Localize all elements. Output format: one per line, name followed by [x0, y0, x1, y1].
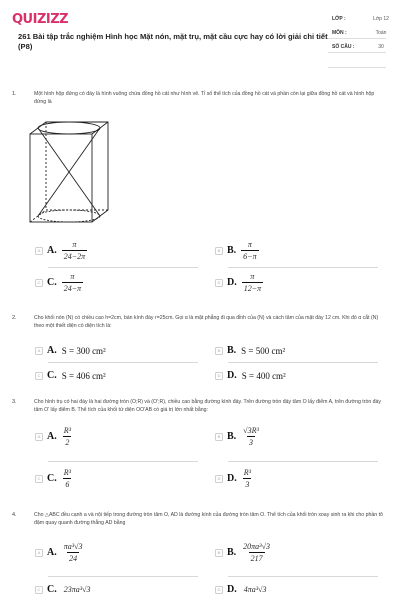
fraction-denominator: 2 — [65, 438, 70, 447]
option-letter: A. — [47, 431, 57, 442]
option-2-d[interactable] — [215, 370, 286, 381]
option-fraction — [62, 426, 73, 447]
option-letter: B. — [227, 547, 237, 558]
option-checkbox[interactable]: C — [35, 475, 43, 483]
option-checkbox[interactable]: B — [215, 549, 223, 557]
option-fraction — [62, 240, 87, 261]
question-number: 2. — [12, 315, 17, 321]
fraction-numerator: 23πa³√3 — [63, 584, 91, 594]
fraction-numerator: √3R³ — [243, 426, 259, 435]
option-divider — [228, 362, 378, 363]
option-1-d[interactable] — [215, 272, 263, 293]
hourglass-box-figure — [28, 120, 110, 226]
option-letter: B. — [227, 431, 237, 442]
option-letter: C. — [47, 473, 57, 484]
option-checkbox[interactable]: D — [215, 372, 223, 380]
option-expression: S = 400 cm² — [241, 370, 286, 381]
fraction-denominator: 12−π — [243, 284, 262, 293]
option-checkbox[interactable]: D — [215, 475, 223, 483]
meta-count-value: 30 — [378, 44, 384, 50]
quizizz-logo: QUIZIZZ — [12, 12, 69, 27]
meta-class — [332, 16, 392, 23]
question-number: 1. — [12, 91, 17, 97]
option-letter: A. — [47, 547, 57, 558]
fraction-numerator: 4πa³√3 — [243, 584, 267, 594]
worksheet-title: 261 Bài tập trắc nghiệm Hình học Mặt nón, mặt trụ, mặt cầu cực hay có lời giải chi tiết (P8) — [18, 32, 328, 51]
option-letter: C. — [47, 584, 57, 595]
option-divider — [48, 576, 198, 577]
option-4-d[interactable] — [215, 584, 269, 595]
option-checkbox[interactable]: D — [215, 279, 223, 287]
fraction-denominator: 6−π — [243, 252, 257, 261]
fraction-denominator: 24−2π — [63, 252, 86, 261]
question-text: Cho hình trụ có hai đáy là hai đường tròn (O;R) và (O';R), chiều cao bằng đường kính đáy. Trên đường tròn đáy tâm O lấy điểm A, trên đường tròn đáy tâm O' lấy điểm B. Thể tích của khối tứ diện OO'AB có giá trị lớn nhất bằng: — [34, 399, 382, 413]
option-divider — [228, 576, 378, 577]
option-divider — [48, 461, 198, 462]
fraction-numerator: π — [250, 272, 255, 281]
option-3-a[interactable] — [35, 426, 73, 447]
option-checkbox[interactable]: B — [215, 347, 223, 355]
meta-subject-value: Toán — [375, 30, 387, 36]
option-checkbox[interactable]: B — [215, 247, 223, 255]
option-divider — [48, 362, 198, 363]
option-checkbox[interactable]: A — [35, 549, 43, 557]
option-fraction — [62, 585, 93, 595]
fraction-numerator: π — [70, 272, 75, 281]
option-fraction — [242, 468, 253, 489]
option-expression: S = 500 cm² — [241, 345, 286, 356]
option-divider — [228, 267, 378, 268]
meta-subject-label: MÔN : — [332, 30, 347, 36]
fraction-numerator: πa³√3 — [63, 542, 83, 551]
option-4-b[interactable] — [215, 542, 272, 563]
option-1-a[interactable] — [35, 240, 87, 261]
option-1-b[interactable] — [215, 240, 259, 261]
fraction-denominator: 3 — [249, 438, 254, 447]
meta-class-value: Lớp 12 — [373, 16, 389, 22]
option-checkbox[interactable]: A — [35, 247, 43, 255]
option-1-c[interactable] — [35, 272, 83, 293]
meta-divider — [328, 67, 386, 68]
option-checkbox[interactable]: B — [215, 433, 223, 441]
option-letter: B. — [227, 245, 237, 256]
option-fraction — [241, 240, 258, 261]
option-checkbox[interactable]: A — [35, 347, 43, 355]
option-letter: C. — [47, 277, 57, 288]
fraction-denominator: 24 — [69, 554, 78, 563]
option-letter: C. — [47, 370, 57, 381]
fraction-denominator: 6 — [65, 480, 70, 489]
option-3-c[interactable] — [35, 468, 73, 489]
meta-divider — [328, 52, 386, 53]
option-letter: D. — [227, 370, 237, 381]
meta-divider — [328, 38, 386, 39]
worksheet-header — [12, 12, 389, 51]
meta-subject — [332, 30, 392, 37]
meta-count-label: SỐ CÂU : — [332, 44, 355, 50]
option-letter: D. — [227, 473, 237, 484]
option-checkbox[interactable]: C — [35, 279, 43, 287]
option-divider — [228, 461, 378, 462]
option-2-b[interactable] — [215, 345, 285, 356]
option-2-c[interactable] — [35, 370, 106, 381]
fraction-numerator: R³ — [63, 468, 72, 477]
option-letter: B. — [227, 345, 237, 356]
option-2-a[interactable] — [35, 345, 106, 356]
question-text: Cho △ABC đều cạnh a và nội tiếp trong đường tròn tâm O, AD là đường kính của đường tròn tâm O. Thể tích của khối tròn xoay sinh ra khi cho phần tô đậm quay quanh đường thẳng AD bằng — [34, 512, 383, 526]
option-3-b[interactable] — [215, 426, 261, 447]
option-letter: A. — [47, 245, 57, 256]
option-checkbox[interactable]: C — [35, 372, 43, 380]
option-checkbox[interactable]: D — [215, 586, 223, 594]
meta-class-label: LỚP : — [332, 16, 346, 22]
fraction-numerator: π — [247, 240, 252, 249]
question-number: 3. — [12, 399, 17, 405]
option-letter: D. — [227, 277, 237, 288]
option-letter: D. — [227, 584, 237, 595]
question-number: 4. — [12, 512, 17, 518]
fraction-denominator: 217 — [250, 554, 263, 563]
option-expression: S = 406 cm² — [61, 370, 106, 381]
question-text: Một hình hộp đứng có đáy là hình vuông chứa đồng hồ cát như hình vẽ. Tỉ số thể tích của đồng hồ cát và phần còn lại giữa đồng hồ cát và hình hộp đứng là — [34, 91, 375, 105]
option-fraction — [62, 272, 83, 293]
option-divider — [48, 267, 198, 268]
fraction-denominator: 24−π — [63, 284, 82, 293]
option-4-a[interactable] — [35, 542, 85, 563]
option-letter: A. — [47, 345, 57, 356]
option-expression: S = 300 cm² — [61, 345, 106, 356]
option-fraction — [62, 542, 85, 563]
option-4-c[interactable] — [35, 584, 93, 595]
fraction-numerator: 20πa³√3 — [243, 542, 270, 551]
option-3-d[interactable] — [215, 468, 253, 489]
option-fraction — [241, 542, 272, 563]
option-fraction — [242, 272, 263, 293]
option-checkbox[interactable]: A — [35, 433, 43, 441]
option-fraction — [241, 426, 261, 447]
option-fraction — [62, 468, 73, 489]
fraction-denominator: 3 — [245, 480, 250, 489]
fraction-numerator: π — [72, 240, 77, 249]
meta-count — [332, 44, 392, 51]
option-checkbox[interactable]: C — [35, 586, 43, 594]
fraction-numerator: R³ — [63, 426, 72, 435]
fraction-numerator: R³ — [243, 468, 252, 477]
question-text: Cho khối nón (N) có chiều cao h=2cm, bán kính đáy r=25cm. Gọi α là mặt phẳng đi qua đỉnh của (N) và cách tâm của mặt đáy 12 cm. Khi đó α cắt (N) theo một thiết diện có diện tích là: — [34, 315, 379, 329]
option-fraction — [242, 585, 269, 595]
